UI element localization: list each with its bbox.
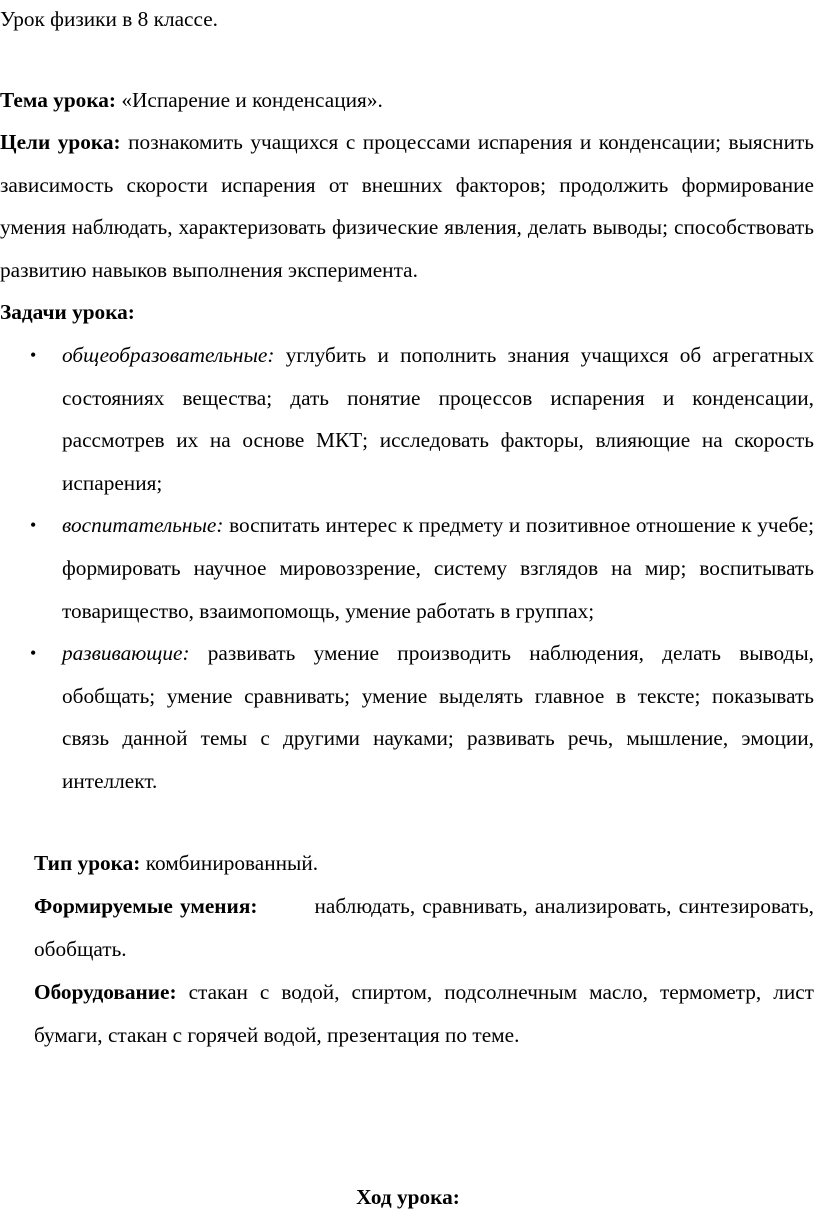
bullet-icon: • (30, 515, 37, 536)
bullet-icon: • (30, 345, 37, 365)
lesson-type (34, 842, 814, 885)
lesson-goals (0, 121, 814, 291)
lesson-type-value: комбинированный. (140, 851, 319, 875)
lesson-type-label: Тип урока: (34, 851, 141, 875)
tasks-list (0, 334, 814, 803)
list-item (0, 334, 814, 504)
theme-value: «Испарение и конденсация». (116, 88, 383, 112)
skills-value: наблюдать, сравнивать, анализировать, синтезировать, обобщать. (34, 894, 814, 961)
skills-label: Формируемые умения: (34, 894, 258, 918)
goals-value: познакомить учащихся с процессами испарения и конденсации; выяснить зависимость скорости испарения от внешних факторов; продолжить формирование умения наблюдать, характеризовать физические явления, делать выводы; способствовать развитию навыков выполнения эксперимента. (0, 130, 814, 282)
goals-label: Цели урока: (0, 130, 121, 154)
task-term: развивающие: (62, 641, 190, 666)
task-text: углубить и пополнить знания учащихся об агрегатных состояниях вещества; дать понятие процессов испарения и конденсации, рассмотрев их на основе МКТ; исследовать факторы, влияющие на скорость испарения; (62, 343, 814, 495)
tasks-heading (0, 291, 814, 334)
task-term: воспитательные: (62, 513, 224, 538)
bullet-icon: • (30, 643, 37, 664)
tasks-label: Задачи урока: (0, 300, 135, 324)
task-text: воспитать интерес к предмету и позитивное отношение к учебе; формировать научное мировоззрение, систему взглядов на мир; воспитывать товарищество, взаимопомощь, умение работать в группах; (62, 513, 814, 623)
course-heading: Ход урока: (356, 1185, 460, 1209)
list-item (0, 632, 814, 802)
equipment-value: стакан с водой, спиртом, подсолнечным масло, термометр, лист бумаги, стакан с горячей водой, презентация по теме. (34, 980, 814, 1047)
lesson-equipment (34, 971, 814, 1056)
list-item (0, 504, 814, 632)
lesson-header: Урок физики в 8 классе. (0, 7, 218, 31)
theme-label: Тема урока: (0, 88, 117, 112)
task-text: развивать умение производить наблюдения, делать выводы, обобщать; умение сравнивать; умение выделять главное в тексте; показывать связь данной темы с другими науками; развивать речь, мышление, эмоции, интеллект. (62, 641, 814, 793)
lesson-skills (34, 885, 814, 970)
lesson-theme (0, 79, 814, 122)
equipment-label: Оборудование: (34, 980, 177, 1004)
task-term: общеобразовательные: (62, 343, 275, 367)
